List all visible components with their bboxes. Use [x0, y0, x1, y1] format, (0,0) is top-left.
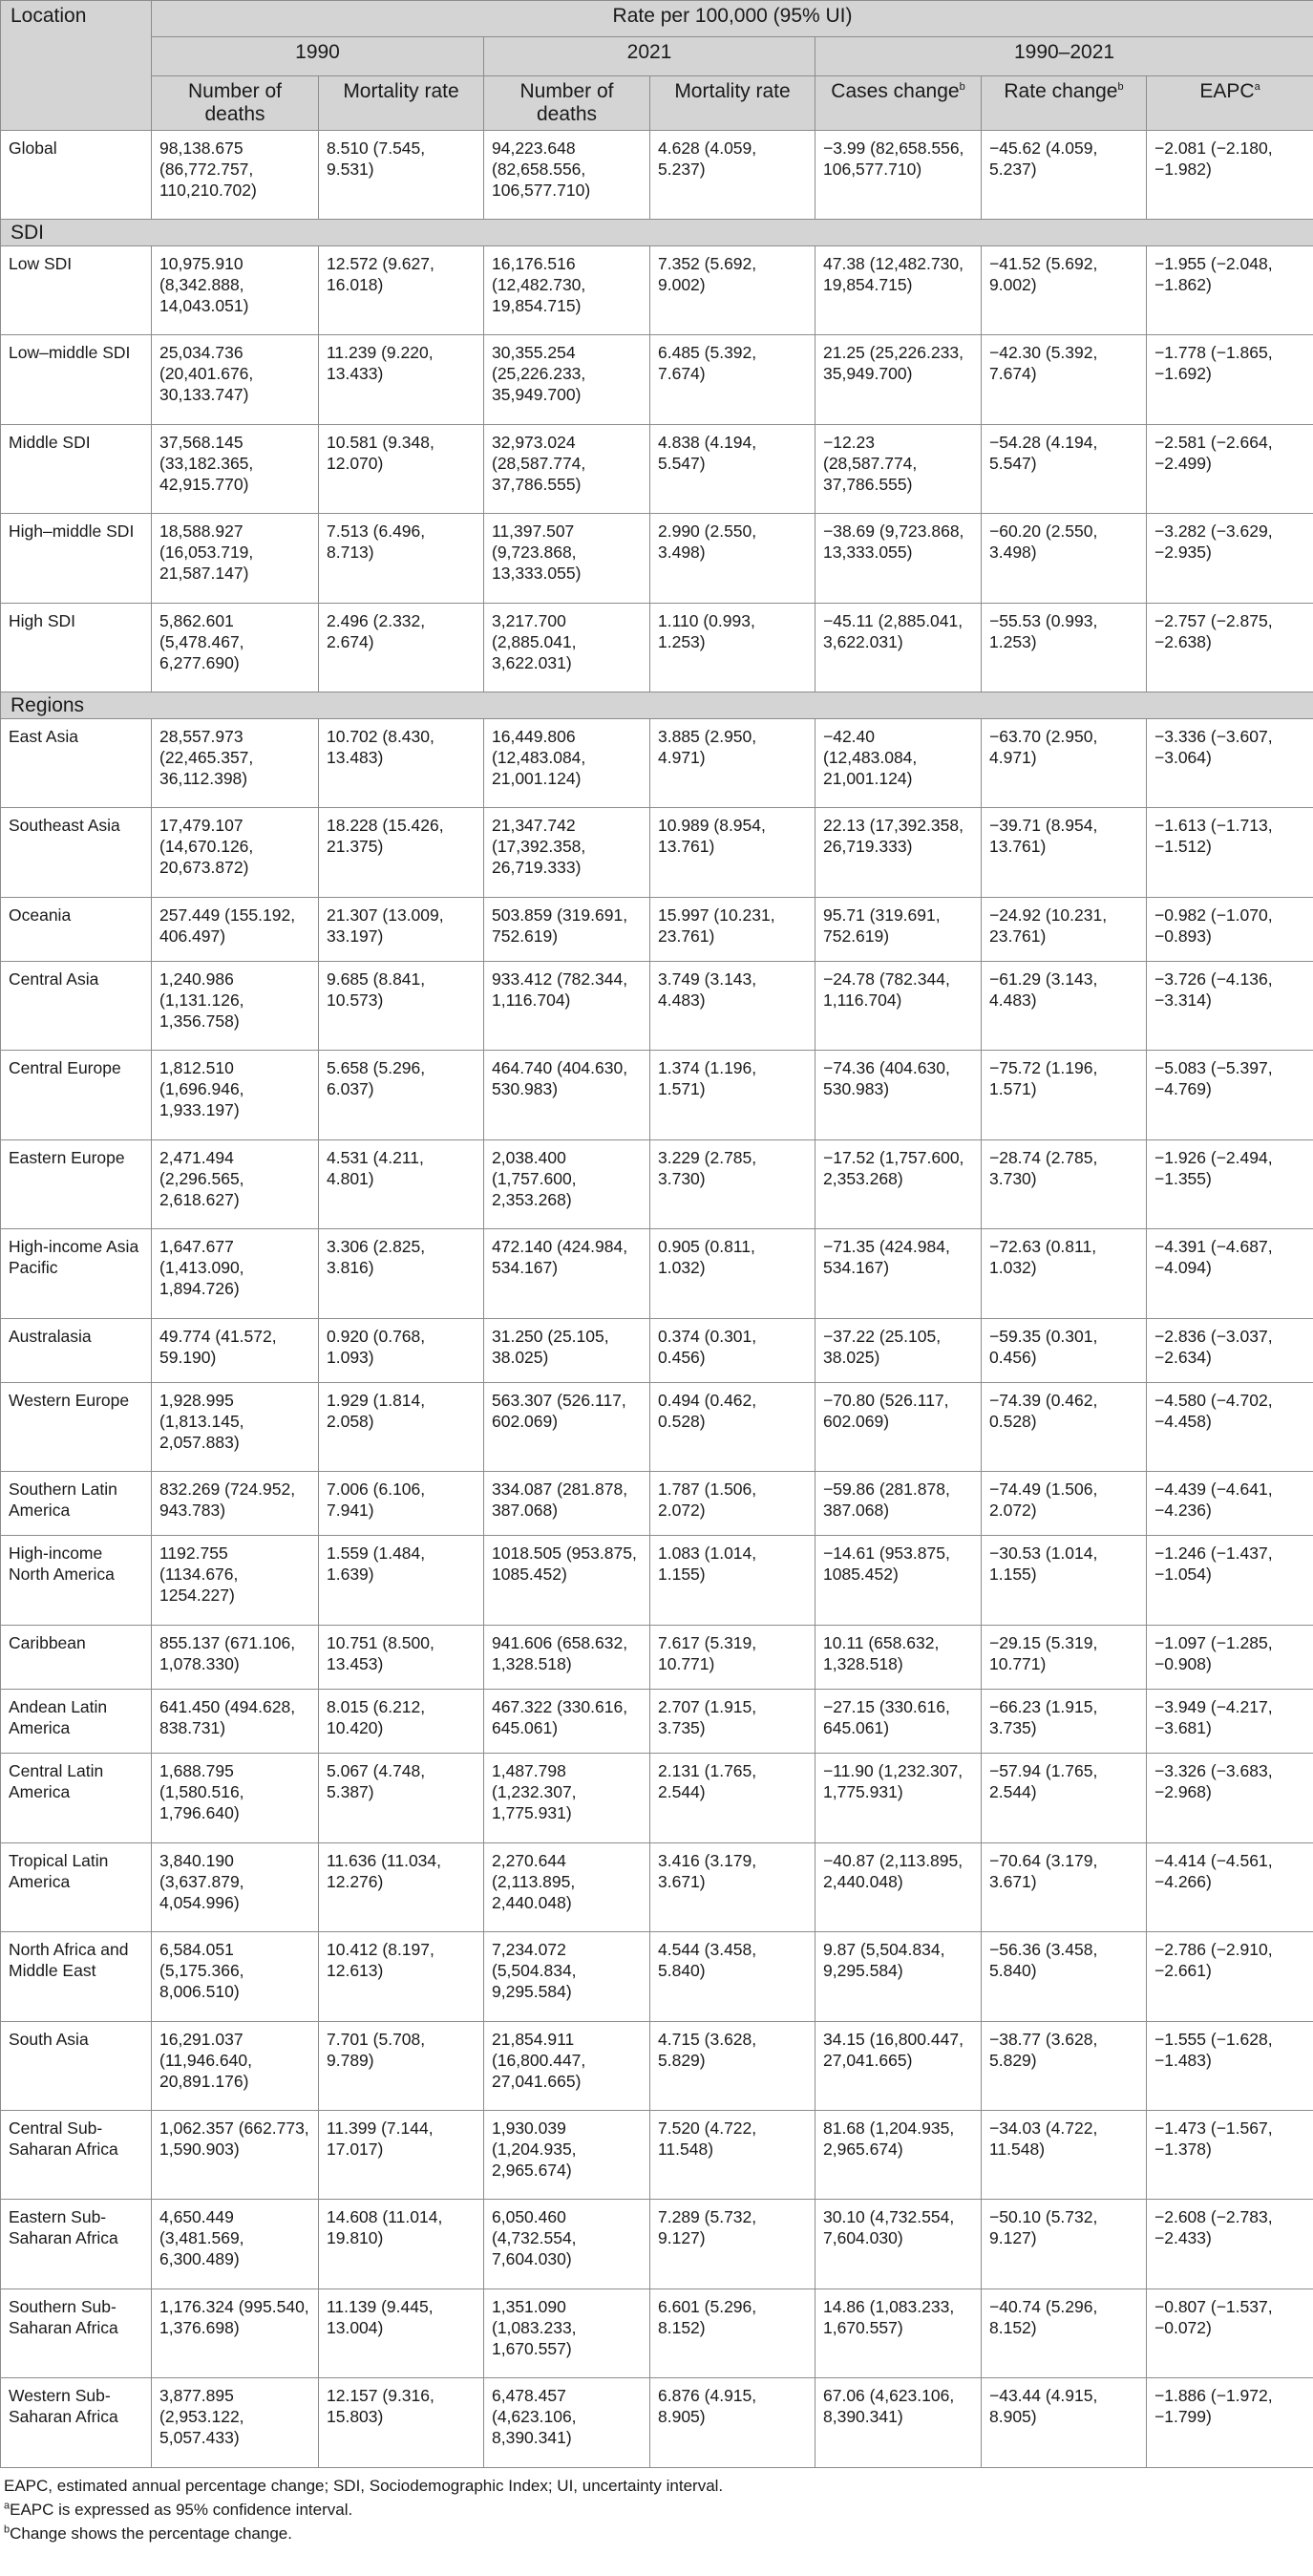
table-row — [1, 1754, 1313, 1842]
table-row — [1, 335, 1313, 424]
mortality-2021-cell: 6.601 (5.296, 8.152) — [650, 2289, 815, 2377]
eapc-cell: −2.581 (−2.664, −2.499) — [1147, 424, 1313, 513]
mortality-2021-cell: 4.715 (3.628, 5.829) — [650, 2021, 815, 2110]
rate-change-cell: −42.30 (5.392, 7.674) — [982, 335, 1147, 424]
table-row — [1, 424, 1313, 513]
rate-change-cell: −38.77 (3.628, 5.829) — [982, 2021, 1147, 2110]
deaths-2021-cell: 30,355.254 (25,226.233, 35,949.700) — [484, 335, 650, 424]
section-row — [1, 220, 1313, 246]
deaths-2021-cell: 1,930.039 (1,204.935, 2,965.674) — [484, 2111, 650, 2200]
deaths-1990-cell: 832.269 (724.952, 943.783) — [152, 1472, 319, 1536]
footnote-b-mark: b — [1117, 81, 1124, 93]
location-cell: Central Europe — [1, 1051, 152, 1139]
mortality-1990-cell: 5.658 (5.296, 6.037) — [319, 1051, 484, 1139]
mortality-1990-cell: 9.685 (8.841, 10.573) — [319, 961, 484, 1050]
deaths-2021-cell: 503.859 (319.691, 752.619) — [484, 897, 650, 961]
rate-change-cell: −63.70 (2.950, 4.971) — [982, 718, 1147, 807]
table-row — [1, 2111, 1313, 2200]
rate-change-cell: −30.53 (1.014, 1.155) — [982, 1536, 1147, 1625]
rate-change-cell: −50.10 (5.732, 9.127) — [982, 2200, 1147, 2289]
location-cell: High SDI — [1, 603, 152, 692]
mortality-1990-cell: 1.929 (1.814, 2.058) — [319, 1382, 484, 1471]
table-row — [1, 808, 1313, 897]
mortality-1990-header: Mortality rate — [319, 76, 484, 131]
table-row — [1, 718, 1313, 807]
footnote-b: $^b$Change shows the percentage change. — [4, 2523, 292, 2543]
cases-change-cell: −37.22 (25.105, 38.025) — [815, 1318, 982, 1382]
rate-change-cell: −28.74 (2.785, 3.730) — [982, 1139, 1147, 1228]
rate-change-cell: −24.92 (10.231, 23.761) — [982, 897, 1147, 961]
period-1990-header: 1990 — [152, 37, 484, 76]
rate-title-header: Rate per 100,000 (95% UI) — [152, 1, 1313, 37]
deaths-1990-cell: 1,688.795 (1,580.516, 1,796.640) — [152, 1754, 319, 1842]
mortality-2021-cell: 6.876 (4.915, 8.905) — [650, 2378, 815, 2468]
deaths-1990-cell: 1,928.995 (1,813.145, 2,057.883) — [152, 1382, 319, 1471]
deaths-1990-cell: 5,862.601 (5,478.467, 6,277.690) — [152, 603, 319, 692]
eapc-cell: −1.926 (−2.494, −1.355) — [1147, 1139, 1313, 1228]
eapc-cell: −3.949 (−4.217, −3.681) — [1147, 1690, 1313, 1754]
eapc-header — [1147, 76, 1313, 131]
eapc-cell: −1.886 (−1.972, −1.799) — [1147, 2378, 1313, 2468]
rate-change-cell: −72.63 (0.811, 1.032) — [982, 1229, 1147, 1318]
eapc-cell: −1.555 (−1.628, −1.483) — [1147, 2021, 1313, 2110]
rate-change-cell: −55.53 (0.993, 1.253) — [982, 603, 1147, 692]
mortality-1990-cell: 10.751 (8.500, 13.453) — [319, 1625, 484, 1689]
location-cell: Oceania — [1, 897, 152, 961]
deaths-2021-cell: 472.140 (424.984, 534.167) — [484, 1229, 650, 1318]
eapc-cell: −4.391 (−4.687, −4.094) — [1147, 1229, 1313, 1318]
cases-change-cell: 21.25 (25,226.233, 35,949.700) — [815, 335, 982, 424]
deaths-2021-cell: 941.606 (658.632, 1,328.518) — [484, 1625, 650, 1689]
location-cell: Central Latin America — [1, 1754, 152, 1842]
deaths-1990-cell: 3,840.190 (3,637.879, 4,054.996) — [152, 1842, 319, 1931]
eapc-cell: −2.786 (−2.910, −2.661) — [1147, 1932, 1313, 2021]
rate-change-header — [982, 76, 1147, 131]
mortality-2021-cell: 0.374 (0.301, 0.456) — [650, 1318, 815, 1382]
deaths-2021-cell: 16,449.806 (12,483.084, 21,001.124) — [484, 718, 650, 807]
eapc-cell: −1.246 (−1.437, −1.054) — [1147, 1536, 1313, 1625]
location-cell: Caribbean — [1, 1625, 152, 1689]
location-cell: Central Sub-Saharan Africa — [1, 2111, 152, 2200]
mortality-2021-cell: 2.707 (1.915, 3.735) — [650, 1690, 815, 1754]
deaths-2021-cell: 21,854.911 (16,800.447, 27,041.665) — [484, 2021, 650, 2110]
footnote-b-mark: b — [959, 81, 965, 93]
cases-change-cell: −24.78 (782.344, 1,116.704) — [815, 961, 982, 1050]
mortality-2021-header: Mortality rate — [650, 76, 815, 131]
abbreviations-note: EAPC, estimated annual percentage change; SDI, Sociodemographic Index; UI, uncertainty interval. — [4, 2477, 724, 2495]
location-cell: Central Asia — [1, 961, 152, 1050]
deaths-1990-cell: 855.137 (671.106, 1,078.330) — [152, 1625, 319, 1689]
location-cell: High-income North America — [1, 1536, 152, 1625]
cases-change-header — [815, 76, 982, 131]
table-row — [1, 1382, 1313, 1471]
table-row — [1, 246, 1313, 335]
table-row — [1, 961, 1313, 1050]
deaths-2021-cell: 7,234.072 (5,504.834, 9,295.584) — [484, 1932, 650, 2021]
deaths-1990-cell: 16,291.037 (11,946.640, 20,891.176) — [152, 2021, 319, 2110]
mortality-2021-cell: 2.990 (2.550, 3.498) — [650, 514, 815, 603]
rate-change-cell: −74.49 (1.506, 2.072) — [982, 1472, 1147, 1536]
deaths-1990-cell: 257.449 (155.192, 406.497) — [152, 897, 319, 961]
location-cell: East Asia — [1, 718, 152, 807]
cases-change-cell: −40.87 (2,113.895, 2,440.048) — [815, 1842, 982, 1931]
deaths-1990-cell: 1,062.357 (662.773, 1,590.903) — [152, 2111, 319, 2200]
deaths-2021-cell: 21,347.742 (17,392.358, 26,719.333) — [484, 808, 650, 897]
cases-change-cell: −3.99 (82,658.556, 106,577.710) — [815, 131, 982, 220]
mortality-1990-cell: 7.006 (6.106, 7.941) — [319, 1472, 484, 1536]
table-row — [1, 1472, 1313, 1536]
mortality-2021-cell: 0.905 (0.811, 1.032) — [650, 1229, 815, 1318]
deaths-1990-cell: 37,568.145 (33,182.365, 42,915.770) — [152, 424, 319, 513]
deaths-2021-cell: 1,487.798 (1,232.307, 1,775.931) — [484, 1754, 650, 1842]
mortality-1990-cell: 21.307 (13.009, 33.197) — [319, 897, 484, 961]
mortality-1990-cell: 14.608 (11.014, 19.810) — [319, 2200, 484, 2289]
mortality-2021-cell: 3.749 (3.143, 4.483) — [650, 961, 815, 1050]
mortality-1990-cell: 12.157 (9.316, 15.803) — [319, 2378, 484, 2468]
eapc-cell: −4.580 (−4.702, −4.458) — [1147, 1382, 1313, 1471]
deaths-1990-cell: 6,584.051 (5,175.366, 8,006.510) — [152, 1932, 319, 2021]
eapc-cell: −4.414 (−4.561, −4.266) — [1147, 1842, 1313, 1931]
mortality-1990-cell: 0.920 (0.768, 1.093) — [319, 1318, 484, 1382]
rate-change-cell: −59.35 (0.301, 0.456) — [982, 1318, 1147, 1382]
cases-change-cell: −70.80 (526.117, 602.069) — [815, 1382, 982, 1471]
eapc-cell: −2.757 (−2.875, −2.638) — [1147, 603, 1313, 692]
footnote-a-mark: a — [1254, 81, 1260, 93]
location-cell: Eastern Sub-Saharan Africa — [1, 2200, 152, 2289]
cases-change-cell: −14.61 (953.875, 1085.452) — [815, 1536, 982, 1625]
deaths-1990-cell: 17,479.107 (14,670.126, 20,673.872) — [152, 808, 319, 897]
mortality-1990-cell: 5.067 (4.748, 5.387) — [319, 1754, 484, 1842]
mortality-2021-cell: 10.989 (8.954, 13.761) — [650, 808, 815, 897]
mortality-2021-cell: 3.229 (2.785, 3.730) — [650, 1139, 815, 1228]
mortality-1990-cell: 1.559 (1.484, 1.639) — [319, 1536, 484, 1625]
mortality-2021-cell: 6.485 (5.392, 7.674) — [650, 335, 815, 424]
deaths-1990-cell: 25,034.736 (20,401.676, 30,133.747) — [152, 335, 319, 424]
deaths-2021-cell: 933.412 (782.344, 1,116.704) — [484, 961, 650, 1050]
mortality-2021-cell: 1.083 (1.014, 1.155) — [650, 1536, 815, 1625]
table-row — [1, 1318, 1313, 1382]
deaths-1990-header: Number of deaths — [152, 76, 319, 131]
mortality-1990-cell: 4.531 (4.211, 4.801) — [319, 1139, 484, 1228]
mortality-1990-cell: 7.701 (5.708, 9.789) — [319, 2021, 484, 2110]
location-cell: North Africa and Middle East — [1, 1932, 152, 2021]
deaths-2021-header: Number of deaths — [484, 76, 650, 131]
eapc-cell: −3.336 (−3.607, −3.064) — [1147, 718, 1313, 807]
table-row — [1, 1690, 1313, 1754]
mortality-1990-cell: 11.399 (7.144, 17.017) — [319, 2111, 484, 2200]
location-cell: Tropical Latin America — [1, 1842, 152, 1931]
cases-change-label: Cases change — [831, 80, 960, 102]
mortality-1990-cell: 7.513 (6.496, 8.713) — [319, 514, 484, 603]
table-body — [1, 131, 1313, 2468]
deaths-2021-cell: 1018.505 (953.875, 1085.452) — [484, 1536, 650, 1625]
mortality-2021-cell: 1.374 (1.196, 1.571) — [650, 1051, 815, 1139]
eapc-cell: −3.726 (−4.136, −3.314) — [1147, 961, 1313, 1050]
cases-change-cell: 9.87 (5,504.834, 9,295.584) — [815, 1932, 982, 2021]
table-footnotes — [4, 2474, 723, 2545]
table-row — [1, 2378, 1313, 2468]
mortality-2021-cell: 3.416 (3.179, 3.671) — [650, 1842, 815, 1931]
deaths-1990-cell: 641.450 (494.628, 838.731) — [152, 1690, 319, 1754]
cases-change-cell: −11.90 (1,232.307, 1,775.931) — [815, 1754, 982, 1842]
deaths-1990-cell: 18,588.927 (16,053.719, 21,587.147) — [152, 514, 319, 603]
deaths-1990-cell: 1,176.324 (995.540, 1,376.698) — [152, 2289, 319, 2377]
footnote-a: $^a$EAPC is expressed as 95% confidence interval. — [4, 2500, 353, 2519]
cases-change-cell: 30.10 (4,732.554, 7,604.030) — [815, 2200, 982, 2289]
location-cell: Andean Latin America — [1, 1690, 152, 1754]
location-cell: Australasia — [1, 1318, 152, 1382]
cases-change-cell: 67.06 (4,623.106, 8,390.341) — [815, 2378, 982, 2468]
table-row — [1, 1625, 1313, 1689]
deaths-1990-cell: 1192.755 (1134.676, 1254.227) — [152, 1536, 319, 1625]
rate-change-cell: −70.64 (3.179, 3.671) — [982, 1842, 1147, 1931]
rate-change-cell: −45.62 (4.059, 5.237) — [982, 131, 1147, 220]
rate-change-cell: −39.71 (8.954, 13.761) — [982, 808, 1147, 897]
rate-change-cell: −40.74 (5.296, 8.152) — [982, 2289, 1147, 2377]
cases-change-cell: 34.15 (16,800.447, 27,041.665) — [815, 2021, 982, 2110]
deaths-1990-cell: 49.774 (41.572, 59.190) — [152, 1318, 319, 1382]
deaths-2021-cell: 94,223.648 (82,658.556, 106,577.710) — [484, 131, 650, 220]
table-header — [1, 1, 1313, 131]
location-cell: Southern Latin America — [1, 1472, 152, 1536]
table-row — [1, 1051, 1313, 1139]
deaths-2021-cell: 16,176.516 (12,482.730, 19,854.715) — [484, 246, 650, 335]
rate-change-cell: −74.39 (0.462, 0.528) — [982, 1382, 1147, 1471]
cases-change-cell: −71.35 (424.984, 534.167) — [815, 1229, 982, 1318]
mortality-1990-cell: 2.496 (2.332, 2.674) — [319, 603, 484, 692]
mortality-2021-cell: 3.885 (2.950, 4.971) — [650, 718, 815, 807]
eapc-cell: −1.778 (−1.865, −1.692) — [1147, 335, 1313, 424]
mortality-1990-cell: 12.572 (9.627, 16.018) — [319, 246, 484, 335]
rate-change-cell: −61.29 (3.143, 4.483) — [982, 961, 1147, 1050]
deaths-1990-cell: 4,650.449 (3,481.569, 6,300.489) — [152, 2200, 319, 2289]
table-row — [1, 2021, 1313, 2110]
eapc-label: EAPC — [1199, 80, 1255, 102]
deaths-2021-cell: 6,478.457 (4,623.106, 8,390.341) — [484, 2378, 650, 2468]
mortality-1990-cell: 11.636 (11.034, 12.276) — [319, 1842, 484, 1931]
mortality-1990-cell: 11.139 (9.445, 13.004) — [319, 2289, 484, 2377]
eapc-cell: −4.439 (−4.641, −4.236) — [1147, 1472, 1313, 1536]
mortality-2021-cell: 2.131 (1.765, 2.544) — [650, 1754, 815, 1842]
table-row — [1, 603, 1313, 692]
deaths-2021-cell: 1,351.090 (1,083.233, 1,670.557) — [484, 2289, 650, 2377]
deaths-2021-cell: 2,038.400 (1,757.600, 2,353.268) — [484, 1139, 650, 1228]
table-row — [1, 131, 1313, 220]
mortality-2021-cell: 1.110 (0.993, 1.253) — [650, 603, 815, 692]
eapc-cell: −2.836 (−3.037, −2.634) — [1147, 1318, 1313, 1382]
deaths-1990-cell: 10,975.910 (8,342.888, 14,043.051) — [152, 246, 319, 335]
location-header: Location — [1, 1, 152, 131]
rate-change-cell: −75.72 (1.196, 1.571) — [982, 1051, 1147, 1139]
mortality-1990-cell: 3.306 (2.825, 3.816) — [319, 1229, 484, 1318]
period-2021-header: 2021 — [484, 37, 815, 76]
cases-change-cell: 10.11 (658.632, 1,328.518) — [815, 1625, 982, 1689]
location-cell: Global — [1, 131, 152, 220]
cases-change-cell: 81.68 (1,204.935, 2,965.674) — [815, 2111, 982, 2200]
mortality-2021-cell: 7.617 (5.319, 10.771) — [650, 1625, 815, 1689]
cases-change-cell: 22.13 (17,392.358, 26,719.333) — [815, 808, 982, 897]
mortality-2021-cell: 7.352 (5.692, 9.002) — [650, 246, 815, 335]
mortality-1990-cell: 11.239 (9.220, 13.433) — [319, 335, 484, 424]
deaths-1990-cell: 1,647.677 (1,413.090, 1,894.726) — [152, 1229, 319, 1318]
location-cell: South Asia — [1, 2021, 152, 2110]
section-row — [1, 692, 1313, 719]
mortality-2021-cell: 0.494 (0.462, 0.528) — [650, 1382, 815, 1471]
section-label: Regions — [1, 692, 1313, 719]
mortality-1990-cell: 18.228 (15.426, 21.375) — [319, 808, 484, 897]
rate-change-cell: −56.36 (3.458, 5.840) — [982, 1932, 1147, 2021]
location-cell: Western Europe — [1, 1382, 152, 1471]
rate-change-cell: −43.44 (4.915, 8.905) — [982, 2378, 1147, 2468]
cases-change-cell: −38.69 (9,723.868, 13,333.055) — [815, 514, 982, 603]
eapc-cell: −2.081 (−2.180, −1.982) — [1147, 131, 1313, 220]
location-cell: Low–middle SDI — [1, 335, 152, 424]
mortality-2021-cell: 1.787 (1.506, 2.072) — [650, 1472, 815, 1536]
cases-change-cell: −45.11 (2,885.041, 3,622.031) — [815, 603, 982, 692]
mortality-1990-cell: 8.015 (6.212, 10.420) — [319, 1690, 484, 1754]
mortality-1990-cell: 8.510 (7.545, 9.531) — [319, 131, 484, 220]
cases-change-cell: 95.71 (319.691, 752.619) — [815, 897, 982, 961]
cases-change-cell: −74.36 (404.630, 530.983) — [815, 1051, 982, 1139]
deaths-1990-cell: 98,138.675 (86,772.757, 110,210.702) — [152, 131, 319, 220]
rate-change-label: Rate change — [1004, 80, 1118, 102]
mortality-2021-cell: 4.838 (4.194, 5.547) — [650, 424, 815, 513]
location-cell: Southeast Asia — [1, 808, 152, 897]
cases-change-cell: 47.38 (12,482.730, 19,854.715) — [815, 246, 982, 335]
section-label: SDI — [1, 220, 1313, 246]
table-row — [1, 2200, 1313, 2289]
rate-change-cell: −41.52 (5.692, 9.002) — [982, 246, 1147, 335]
table-row — [1, 1932, 1313, 2021]
eapc-cell: −3.326 (−3.683, −2.968) — [1147, 1754, 1313, 1842]
location-cell: Middle SDI — [1, 424, 152, 513]
mortality-2021-cell: 4.544 (3.458, 5.840) — [650, 1932, 815, 2021]
deaths-2021-cell: 467.322 (330.616, 645.061) — [484, 1690, 650, 1754]
rate-change-cell: −34.03 (4.722, 11.548) — [982, 2111, 1147, 2200]
table-row — [1, 1536, 1313, 1625]
period-change-header: 1990–2021 — [815, 37, 1313, 76]
rate-change-cell: −66.23 (1.915, 3.735) — [982, 1690, 1147, 1754]
deaths-1990-cell: 1,240.986 (1,131.126, 1,356.758) — [152, 961, 319, 1050]
mortality-2021-cell: 15.997 (10.231, 23.761) — [650, 897, 815, 961]
eapc-cell: −1.955 (−2.048, −1.862) — [1147, 246, 1313, 335]
cases-change-cell: −27.15 (330.616, 645.061) — [815, 1690, 982, 1754]
eapc-cell: −1.473 (−1.567, −1.378) — [1147, 2111, 1313, 2200]
deaths-1990-cell: 2,471.494 (2,296.565, 2,618.627) — [152, 1139, 319, 1228]
location-cell: Low SDI — [1, 246, 152, 335]
eapc-cell: −1.613 (−1.713, −1.512) — [1147, 808, 1313, 897]
eapc-cell: −3.282 (−3.629, −2.935) — [1147, 514, 1313, 603]
location-cell: Eastern Europe — [1, 1139, 152, 1228]
table-row — [1, 514, 1313, 603]
mortality-1990-cell: 10.702 (8.430, 13.483) — [319, 718, 484, 807]
mortality-2021-cell: 4.628 (4.059, 5.237) — [650, 131, 815, 220]
eapc-cell: −1.097 (−1.285, −0.908) — [1147, 1625, 1313, 1689]
table-row — [1, 1842, 1313, 1931]
table-row — [1, 1229, 1313, 1318]
mortality-2021-cell: 7.289 (5.732, 9.127) — [650, 2200, 815, 2289]
cases-change-cell: −17.52 (1,757.600, 2,353.268) — [815, 1139, 982, 1228]
deaths-1990-cell: 1,812.510 (1,696.946, 1,933.197) — [152, 1051, 319, 1139]
deaths-2021-cell: 3,217.700 (2,885.041, 3,622.031) — [484, 603, 650, 692]
table-row — [1, 2289, 1313, 2377]
rate-change-cell: −29.15 (5.319, 10.771) — [982, 1625, 1147, 1689]
eapc-cell: −5.083 (−5.397, −4.769) — [1147, 1051, 1313, 1139]
table-row — [1, 1139, 1313, 1228]
cases-change-cell: −59.86 (281.878, 387.068) — [815, 1472, 982, 1536]
eapc-cell: −0.982 (−1.070, −0.893) — [1147, 897, 1313, 961]
eapc-cell: −0.807 (−1.537, −0.072) — [1147, 2289, 1313, 2377]
location-cell: Western Sub-Saharan Africa — [1, 2378, 152, 2468]
cases-change-cell: −42.40 (12,483.084, 21,001.124) — [815, 718, 982, 807]
deaths-2021-cell: 2,270.644 (2,113.895, 2,440.048) — [484, 1842, 650, 1931]
deaths-2021-cell: 31.250 (25.105, 38.025) — [484, 1318, 650, 1382]
deaths-1990-cell: 28,557.973 (22,465.357, 36,112.398) — [152, 718, 319, 807]
deaths-1990-cell: 3,877.895 (2,953.122, 5,057.433) — [152, 2378, 319, 2468]
rate-change-cell: −54.28 (4.194, 5.547) — [982, 424, 1147, 513]
eapc-cell: −2.608 (−2.783, −2.433) — [1147, 2200, 1313, 2289]
mortality-1990-cell: 10.581 (9.348, 12.070) — [319, 424, 484, 513]
deaths-2021-cell: 334.087 (281.878, 387.068) — [484, 1472, 650, 1536]
mortality-2021-cell: 7.520 (4.722, 11.548) — [650, 2111, 815, 2200]
deaths-2021-cell: 563.307 (526.117, 602.069) — [484, 1382, 650, 1471]
location-cell: Southern Sub-Saharan Africa — [1, 2289, 152, 2377]
mortality-1990-cell: 10.412 (8.197, 12.613) — [319, 1932, 484, 2021]
table-row — [1, 897, 1313, 961]
deaths-2021-cell: 32,973.024 (28,587.774, 37,786.555) — [484, 424, 650, 513]
cases-change-cell: 14.86 (1,083.233, 1,670.557) — [815, 2289, 982, 2377]
location-cell: High-income Asia Pacific — [1, 1229, 152, 1318]
rate-change-cell: −57.94 (1.765, 2.544) — [982, 1754, 1147, 1842]
location-cell: High–middle SDI — [1, 514, 152, 603]
cases-change-cell: −12.23 (28,587.774, 37,786.555) — [815, 424, 982, 513]
deaths-2021-cell: 464.740 (404.630, 530.983) — [484, 1051, 650, 1139]
rate-change-cell: −60.20 (2.550, 3.498) — [982, 514, 1147, 603]
deaths-2021-cell: 11,397.507 (9,723.868, 13,333.055) — [484, 514, 650, 603]
deaths-2021-cell: 6,050.460 (4,732.554, 7,604.030) — [484, 2200, 650, 2289]
